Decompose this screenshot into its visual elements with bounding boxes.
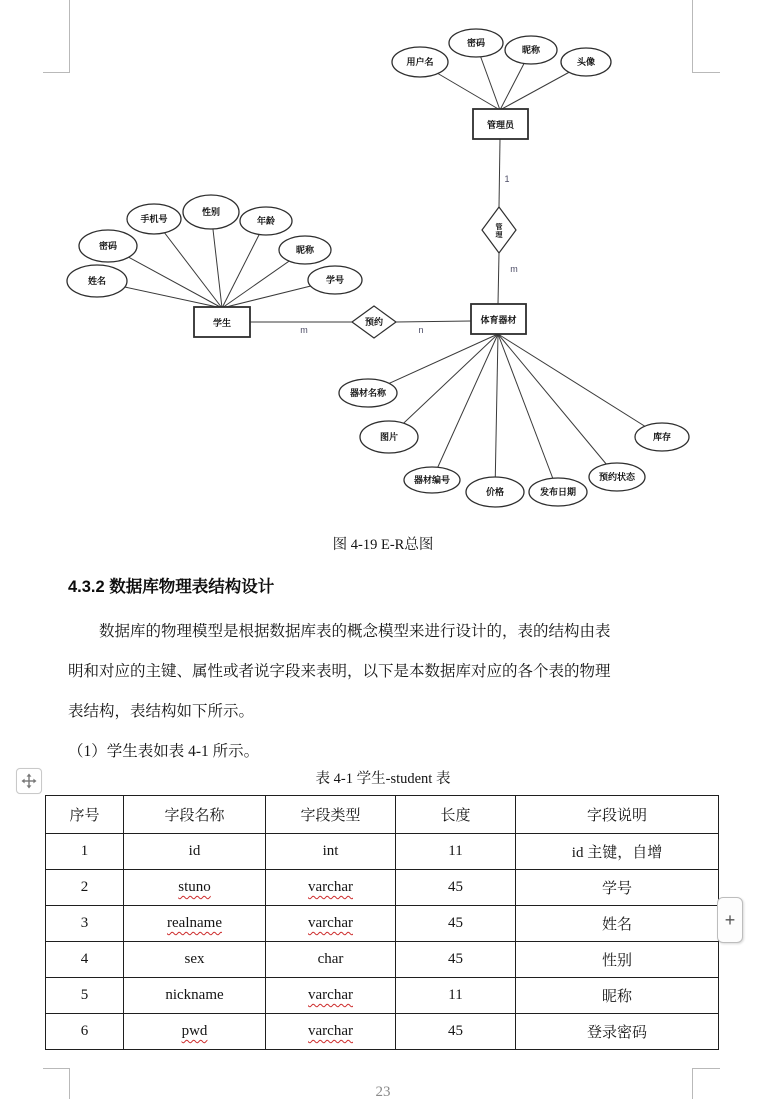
cell: 11 bbox=[396, 978, 516, 1014]
cell: nickname bbox=[124, 978, 266, 1014]
cell: 3 bbox=[46, 906, 124, 942]
svg-text:昵称: 昵称 bbox=[295, 245, 315, 255]
misspelled-word: varchar bbox=[308, 987, 353, 1003]
cell bbox=[266, 870, 396, 906]
svg-text:价格: 价格 bbox=[485, 487, 505, 497]
cell: 45 bbox=[396, 870, 516, 906]
cell: 5 bbox=[46, 978, 124, 1014]
cell: 登录密码 bbox=[516, 1014, 719, 1050]
svg-text:发布日期: 发布日期 bbox=[539, 487, 577, 497]
misspelled-word: realname bbox=[167, 915, 222, 931]
attribute-student-password bbox=[79, 230, 137, 262]
svg-text:体育器材: 体育器材 bbox=[480, 315, 517, 325]
cell: 姓名 bbox=[516, 906, 719, 942]
column-header: 字段类型 bbox=[266, 796, 396, 834]
paragraph-line: （1）学生表如表 4-1 所示。 bbox=[68, 743, 260, 760]
attribute-student-age bbox=[240, 207, 292, 235]
page-number: 23 bbox=[375, 1084, 391, 1100]
attribute-student-phone bbox=[127, 204, 181, 234]
cell: id bbox=[124, 834, 266, 870]
svg-text:头像: 头像 bbox=[576, 57, 596, 67]
misspelled-word: pwd bbox=[181, 1023, 208, 1039]
cell bbox=[266, 1014, 396, 1050]
misspelled-word: varchar bbox=[308, 879, 353, 895]
paragraph-line: 表结构，表结构如下所示。 bbox=[68, 703, 255, 720]
entity-student bbox=[194, 307, 250, 337]
cell: sex bbox=[124, 942, 266, 978]
attribute-student-gender bbox=[183, 195, 239, 229]
cell bbox=[124, 906, 266, 942]
paragraph-line: 明和对应的主键、属性或者说字段来表明，以下是本数据库对应的各个表的物理 bbox=[68, 663, 611, 680]
cardinality-one: 1 bbox=[504, 174, 510, 184]
svg-text:手机号: 手机号 bbox=[140, 214, 168, 224]
attribute-student-name bbox=[67, 265, 127, 297]
cell: 45 bbox=[396, 1014, 516, 1050]
cell bbox=[124, 870, 266, 906]
attribute-admin-nickname bbox=[505, 36, 557, 64]
svg-text:理: 理 bbox=[495, 232, 503, 239]
relation-reserve-diamond bbox=[352, 306, 396, 338]
table-row bbox=[46, 870, 719, 906]
svg-text:预约状态: 预约状态 bbox=[598, 472, 636, 482]
cell: 1 bbox=[46, 834, 124, 870]
svg-text:学号: 学号 bbox=[325, 275, 345, 285]
column-header: 长度 bbox=[396, 796, 516, 834]
cell: char bbox=[266, 942, 396, 978]
student-table bbox=[45, 795, 719, 1050]
column-header: 字段说明 bbox=[516, 796, 719, 834]
paragraph-line: 数据库的物理模型是根据数据库表的概念模型来进行设计的，表的结构由表 bbox=[99, 623, 611, 640]
svg-text:管理员: 管理员 bbox=[486, 120, 515, 130]
table-row bbox=[46, 978, 719, 1014]
cell bbox=[266, 906, 396, 942]
table-row bbox=[46, 942, 719, 978]
attribute-admin-username bbox=[392, 47, 448, 77]
cardinality-m-student: m bbox=[300, 325, 308, 335]
cell: 11 bbox=[396, 834, 516, 870]
svg-text:密码: 密码 bbox=[98, 241, 118, 251]
cell: int bbox=[266, 834, 396, 870]
table-row bbox=[46, 906, 719, 942]
attribute-equipment-stock bbox=[635, 423, 689, 451]
table-caption: 表 4-1 学生-student 表 bbox=[315, 771, 451, 787]
svg-text:器材名称: 器材名称 bbox=[349, 388, 387, 398]
cardinality-n-equipment: n bbox=[418, 325, 424, 335]
cell: 2 bbox=[46, 870, 124, 906]
misspelled-word: varchar bbox=[308, 1023, 353, 1039]
cell bbox=[266, 978, 396, 1014]
misspelled-word: varchar bbox=[308, 915, 353, 931]
table-row bbox=[46, 834, 719, 870]
svg-text:昵称: 昵称 bbox=[521, 45, 541, 55]
attribute-equipment-name bbox=[339, 379, 397, 407]
entity-equipment bbox=[471, 304, 526, 334]
attribute-admin-avatar bbox=[561, 48, 611, 76]
cell: 6 bbox=[46, 1014, 124, 1050]
attribute-admin-password bbox=[449, 29, 503, 57]
cell: 45 bbox=[396, 906, 516, 942]
attribute-equipment-picture bbox=[360, 421, 418, 453]
svg-text:器材编号: 器材编号 bbox=[413, 475, 451, 485]
cell: 45 bbox=[396, 942, 516, 978]
attribute-equipment-number bbox=[404, 467, 460, 493]
table-row bbox=[46, 1014, 719, 1050]
svg-text:用户名: 用户名 bbox=[406, 57, 434, 67]
attribute-equipment-publish-date bbox=[529, 478, 587, 506]
column-header: 字段名称 bbox=[124, 796, 266, 834]
cell: 性别 bbox=[516, 942, 719, 978]
cell: 4 bbox=[46, 942, 124, 978]
table-header-row bbox=[46, 796, 719, 834]
table-move-handle[interactable] bbox=[16, 768, 42, 794]
attribute-student-nickname bbox=[279, 236, 331, 264]
svg-text:预约: 预约 bbox=[364, 317, 384, 327]
table-insert-button[interactable] bbox=[717, 897, 743, 943]
cell: 昵称 bbox=[516, 978, 719, 1014]
svg-text:库存: 库存 bbox=[652, 432, 672, 442]
misspelled-word: stuno bbox=[178, 879, 211, 895]
move-arrows-icon bbox=[21, 773, 37, 789]
entity-admin bbox=[473, 109, 528, 139]
figure-caption: 图 4-19 E-R总图 bbox=[332, 537, 434, 553]
svg-text:管: 管 bbox=[495, 224, 503, 231]
cell bbox=[124, 1014, 266, 1050]
cell: id 主键，自增 bbox=[516, 834, 719, 870]
svg-text:学生: 学生 bbox=[212, 318, 232, 328]
attribute-equipment-price bbox=[466, 477, 524, 507]
svg-text:密码: 密码 bbox=[466, 38, 486, 48]
cell: 学号 bbox=[516, 870, 719, 906]
svg-text:年龄: 年龄 bbox=[256, 216, 276, 226]
relation-manage-diamond bbox=[482, 207, 516, 253]
svg-text:性别: 性别 bbox=[201, 207, 221, 217]
svg-text:姓名: 姓名 bbox=[87, 276, 107, 286]
plus-icon: + bbox=[724, 909, 736, 930]
body-paragraph bbox=[68, 612, 694, 772]
column-header: 序号 bbox=[46, 796, 124, 834]
section-heading: 4.3.2 数据库物理表结构设计 bbox=[68, 578, 275, 596]
cardinality-m-admin: m bbox=[510, 264, 518, 274]
attribute-student-stuno bbox=[308, 266, 362, 294]
attribute-equipment-reserve-status bbox=[589, 463, 645, 491]
svg-text:图片: 图片 bbox=[379, 432, 399, 442]
